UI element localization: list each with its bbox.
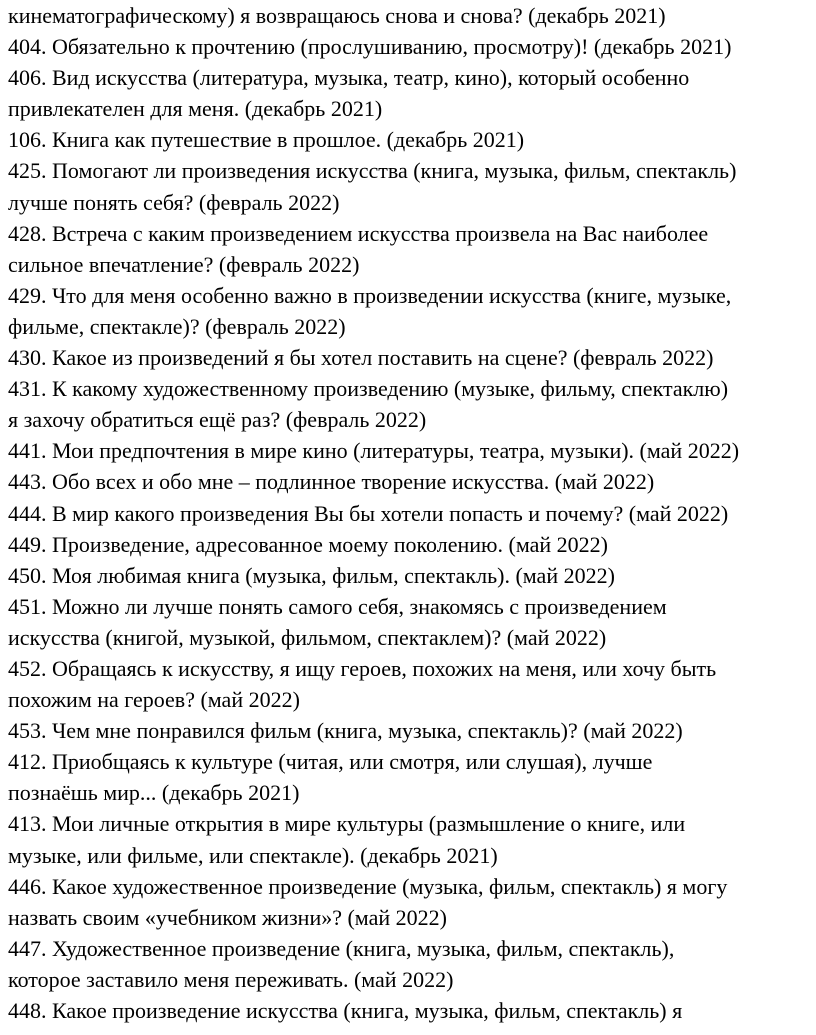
text-line: 441. Мои предпочтения в мире кино (литературы, театра, музыки). (май 2022): [8, 438, 740, 464]
text-line: музыке, или фильме, или спектакле). (декабрь 2021): [8, 842, 498, 868]
text-line: 444. В мир какого произведения Вы бы хотели попасть и почему? (май 2022): [8, 500, 729, 526]
text-line: 406. Вид искусства (литература, музыка, театр, кино), который особенно: [8, 65, 690, 91]
text-line: 106. Книга как путешествие в прошлое. (декабрь 2021): [8, 127, 525, 153]
text-line: 453. Чем мне понравился фильм (книга, музыка, спектакль)? (май 2022): [8, 718, 683, 744]
text-line: которое заставило меня переживать. (май 2022): [8, 966, 454, 992]
text-line: 425. Помогают ли произведения искусства (книга, музыка, фильм, спектакль): [8, 158, 737, 184]
text-line: познаёшь мир... (декабрь 2021): [8, 780, 300, 806]
text-line: искусства (книгой, музыкой, фильмом, спектаклем)? (май 2022): [8, 624, 607, 650]
text-line: 446. Какое художественное произведение (музыка, фильм, спектакль) я могу: [8, 873, 728, 899]
text-line: 452. Обращаясь к искусству, я ищу героев, похожих на меня, или хочу быть: [8, 655, 717, 681]
text-line: привлекателен для меня. (декабрь 2021): [8, 96, 383, 122]
text-line: 449. Произведение, адресованное моему поколению. (май 2022): [8, 531, 608, 557]
text-line: 412. Приобщаясь к культуре (читая, или смотря, или слушая), лучше: [8, 749, 653, 775]
text-line: 447. Художественное произведение (книга, музыка, фильм, спектакль),: [8, 935, 675, 961]
text-line: 413. Мои личные открытия в мире культуры (размышление о книге, или: [8, 811, 686, 837]
text-line: 428. Встреча с каким произведением искусства произвела на Вас наиболее: [8, 220, 709, 246]
text-line: назвать своим «учебником жизни»? (май 2022): [8, 904, 447, 930]
text-line: похожим на героев? (май 2022): [8, 687, 300, 713]
text-line: кинематографическому) я возвращаюсь снова и снова? (декабрь 2021): [8, 3, 666, 28]
text-line: 430. Какое из произведений я бы хотел поставить на сцене? (февраль 2022): [8, 345, 714, 371]
text-line: 443. Обо всех и обо мне – подлинное творение искусства. (май 2022): [8, 469, 655, 495]
text-line: я захочу обратиться ещё раз? (февраль 2022): [8, 407, 427, 433]
text-line: 404. Обязательно к прочтению (прослушиванию, просмотру)! (декабрь 2021): [8, 34, 732, 60]
text-line: 448. Какое произведение искусства (книга, музыка, фильм, спектакль) я: [8, 998, 683, 1023]
text-line: 429. Что для меня особенно важно в произведении искусства (книге, музыке,: [8, 282, 732, 308]
document-page: [8, 0, 812, 1026]
text-line: сильное впечатление? (февраль 2022): [8, 251, 360, 277]
text-line: 451. Можно ли лучше понять самого себя, знакомясь с произведением: [8, 593, 667, 619]
text-line: фильме, спектакле)? (февраль 2022): [8, 313, 346, 339]
text-line: 431. К какому художественному произведению (музыке, фильму, спектаклю): [8, 376, 729, 402]
text-line: лучше понять себя? (февраль 2022): [8, 189, 340, 215]
text-line: 450. Моя любимая книга (музыка, фильм, спектакль). (май 2022): [8, 562, 615, 588]
